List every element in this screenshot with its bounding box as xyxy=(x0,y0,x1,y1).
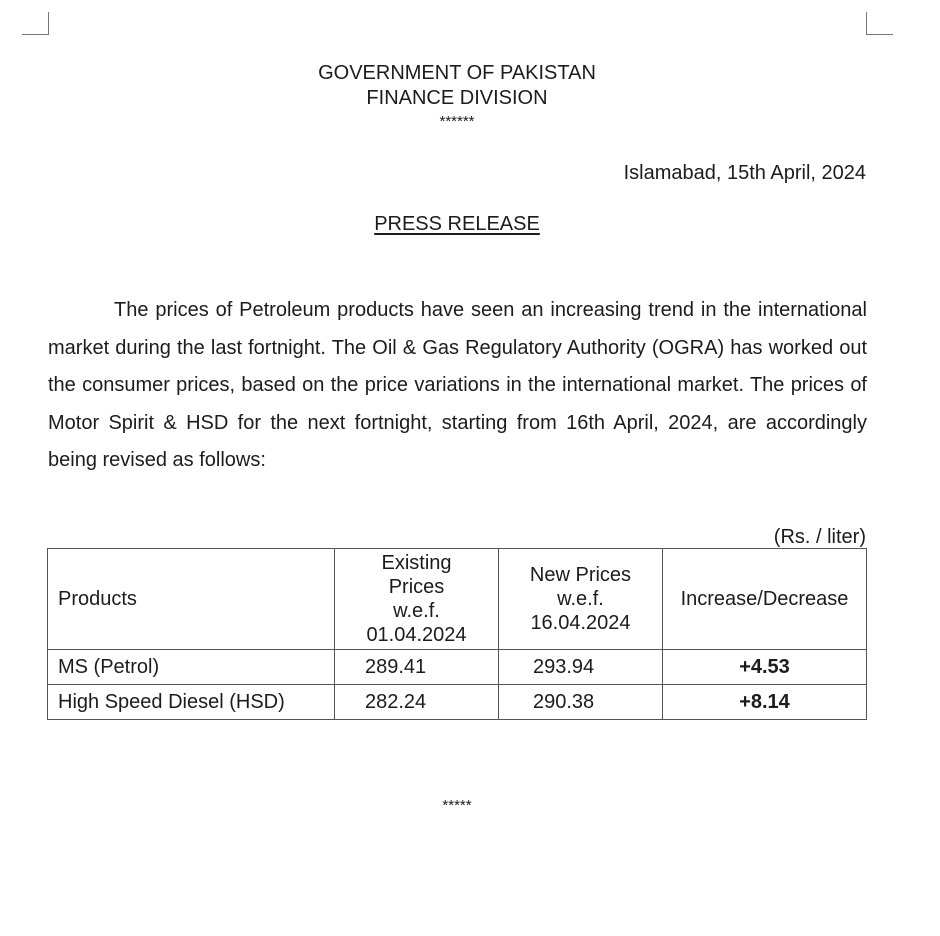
crop-mark-top-right xyxy=(866,12,893,35)
header-new-line: New Prices xyxy=(529,564,632,586)
header-existing-line: 01.04.2024 xyxy=(366,624,467,646)
division-name: FINANCE DIVISION xyxy=(366,87,548,109)
price-change: +4.53 xyxy=(663,650,867,685)
footer-separator: ***** xyxy=(442,797,472,814)
date-line: Islamabad, 15th April, 2024 xyxy=(623,162,866,184)
existing-price: 282.24 xyxy=(335,685,499,720)
header-products: Products xyxy=(48,549,335,650)
organization-name: GOVERNMENT OF PAKISTAN xyxy=(318,62,596,84)
header-new-line: w.e.f. xyxy=(557,588,604,610)
price-table xyxy=(47,548,867,720)
table-row xyxy=(48,685,867,720)
product-name: High Speed Diesel (HSD) xyxy=(48,685,335,720)
crop-mark-top-left xyxy=(22,12,49,35)
header-new-prices xyxy=(499,549,663,650)
header-existing-line: Prices xyxy=(388,576,445,598)
body-paragraph: The prices of Petroleum products have seen an increasing trend in the international market during the last fortnight. The Oil & Gas Regulatory Authority (OGRA) has worked out the consumer prices, based on the price variations in the international market. The prices of Motor Spirit & HSD for the next fortnight, starting from 16th April, 2024, are accordingly being revised as follows: xyxy=(48,299,867,471)
table-header-row xyxy=(48,549,867,650)
document-title xyxy=(0,211,914,237)
unit-note: (Rs. / liter) xyxy=(773,526,866,548)
header-existing-line: w.e.f. xyxy=(393,600,440,622)
new-price: 290.38 xyxy=(499,685,663,720)
new-price: 293.94 xyxy=(499,650,663,685)
header-existing-prices xyxy=(335,549,499,650)
header-existing-line: Existing xyxy=(381,552,452,574)
header-increase-decrease: Increase/Decrease xyxy=(663,549,867,650)
header-separator: ****** xyxy=(439,113,475,130)
table-row xyxy=(48,650,867,685)
existing-price: 289.41 xyxy=(335,650,499,685)
price-change: +8.14 xyxy=(663,685,867,720)
press-release-heading: PRESS RELEASE xyxy=(374,213,540,235)
product-name: MS (Petrol) xyxy=(48,650,335,685)
header-new-line: 16.04.2024 xyxy=(530,612,631,634)
